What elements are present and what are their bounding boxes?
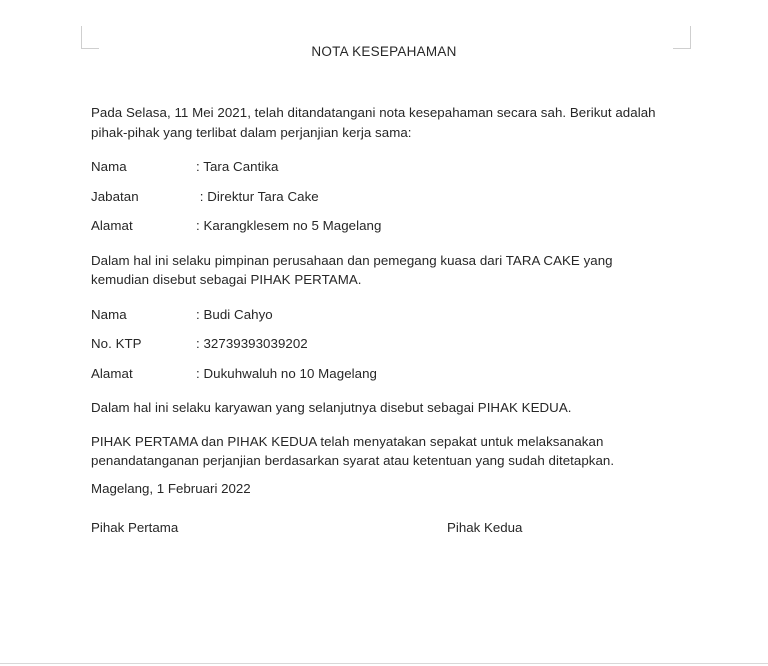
field-value-alamat: : Dukuhwaluh no 10 Magelang [196, 365, 377, 381]
field-label-jabatan: Jabatan [91, 188, 139, 204]
party-two-statement: Dalam hal ini selaku karyawan yang selanjutnya disebut sebagai PIHAK KEDUA. [91, 400, 572, 415]
agreement-paragraph: PIHAK PERTAMA dan PIHAK KEDUA telah menyatakan sepakat untuk melaksanakan penandatanganan perjanjian berdasarkan syarat atau ketentuan yang sudah ditetapkan. [91, 433, 615, 468]
field-label-nama: Nama [91, 306, 127, 322]
intro-paragraph: Pada Selasa, 11 Mei 2021, telah ditandatangani nota kesepahaman secara sah. Berikut adalah pihak-pihak yang terlibat dalam perjanjian kerja sama: [91, 105, 656, 140]
field-row [91, 334, 669, 354]
field-value-no-ktp: : 32739393039202 [196, 336, 308, 351]
party-two-fields [91, 305, 669, 384]
field-label-no-ktp: No. KTP [91, 336, 142, 351]
field-row [91, 364, 669, 384]
signature-labels-row [91, 518, 669, 538]
field-value-nama: : Budi Cahyo [196, 306, 273, 322]
party-one-statement: Dalam hal ini selaku pimpinan perusahaan dan pemegang kuasa dari TARA CAKE yang kemudian disebut sebagai PIHAK PERTAMA. [91, 252, 613, 287]
field-row [91, 187, 669, 207]
field-row [91, 216, 669, 236]
field-value-nama: : Tara Cantika [196, 159, 279, 174]
document-body [91, 103, 669, 486]
signature-block [91, 479, 669, 538]
page-bottom-edge [0, 663, 768, 664]
field-value-alamat: : Karangklesem no 5 Magelang [196, 218, 382, 233]
signature-label-first-party: Pihak Pertama [91, 519, 179, 535]
field-row [91, 305, 669, 325]
field-label-alamat: Alamat [91, 218, 133, 233]
party-one-fields [91, 157, 669, 236]
field-row [91, 157, 669, 177]
place-and-date: Magelang, 1 Februari 2022 [91, 481, 251, 496]
page-title: NOTA KESEPAHAMAN [311, 44, 457, 59]
signature-label-second-party: Pihak Kedua [447, 519, 523, 535]
field-label-alamat: Alamat [91, 365, 133, 381]
field-label-nama: Nama [91, 159, 127, 174]
field-value-jabatan: : Direktur Tara Cake [196, 188, 319, 204]
